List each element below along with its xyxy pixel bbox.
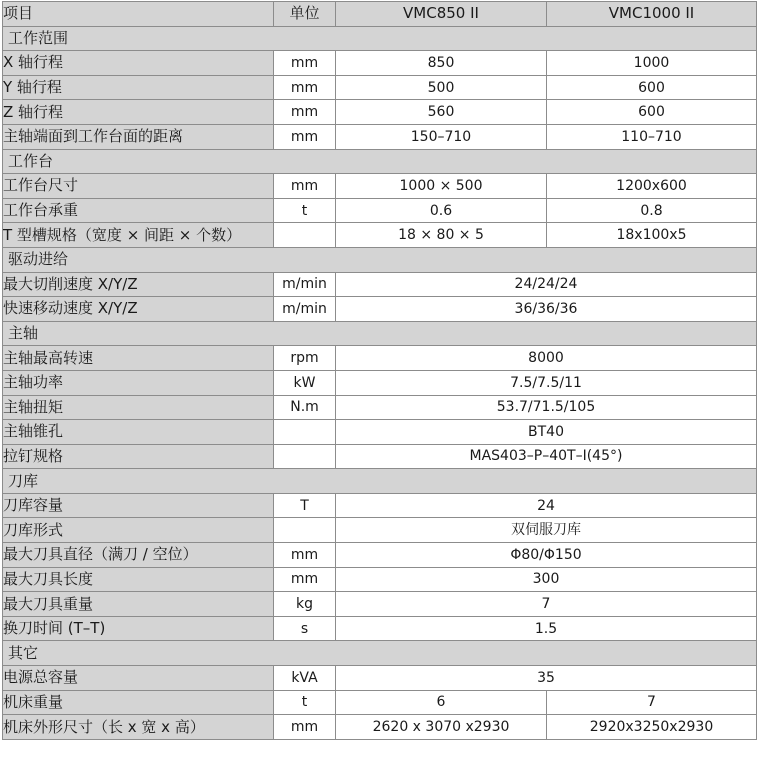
table-row [3,493,757,518]
table-row [3,100,757,125]
row-label: T 型槽规格（宽度 × 间距 × 个数） [3,223,274,248]
row-label: 机床重量 [3,690,274,715]
row-label: 最大刀具重量 [3,592,274,617]
row-unit: kW [274,370,336,395]
section-row [3,149,757,174]
section-spindle: 主轴 [3,321,757,346]
row-value-b: 1000 [547,51,757,76]
row-label: 刀库形式 [3,518,274,543]
row-label: 主轴锥孔 [3,420,274,445]
row-value-b: 0.8 [547,198,757,223]
section-row [3,321,757,346]
table-row [3,690,757,715]
row-label: Z 轴行程 [3,100,274,125]
section-travel: 工作范围 [3,26,757,51]
row-label: 拉钉规格 [3,444,274,469]
header-model-a: VMC850 II [336,2,547,27]
section-row [3,26,757,51]
section-feed: 驱动进给 [3,247,757,272]
row-value-b: 18x100x5 [547,223,757,248]
row-unit [274,223,336,248]
table-row [3,395,757,420]
row-unit: s [274,616,336,641]
row-label: 最大刀具直径（满刀 / 空位） [3,543,274,568]
table-row [3,346,757,371]
header-model-b: VMC1000 II [547,2,757,27]
row-value-a: 6 [336,690,547,715]
section-row [3,641,757,666]
table-row [3,198,757,223]
row-unit: mm [274,75,336,100]
row-value-a: 500 [336,75,547,100]
row-value-b: 7 [547,690,757,715]
spec-table [2,1,757,740]
row-value: 7 [336,592,757,617]
row-unit: kVA [274,666,336,691]
row-unit: mm [274,124,336,149]
row-value-a: 150–710 [336,124,547,149]
row-value-b: 2920x3250x2930 [547,715,757,740]
row-unit: kg [274,592,336,617]
row-label: 快速移动速度 X/Y/Z [3,297,274,322]
section-row [3,247,757,272]
row-value: MAS403–P–40T–I(45°) [336,444,757,469]
table-row [3,616,757,641]
row-unit [274,420,336,445]
row-value-a: 0.6 [336,198,547,223]
row-label: 最大刀具长度 [3,567,274,592]
row-value-a: 2620 x 3070 x2930 [336,715,547,740]
table-row [3,51,757,76]
row-value: 1.5 [336,616,757,641]
row-label: X 轴行程 [3,51,274,76]
row-label: 工作台承重 [3,198,274,223]
header-unit: 单位 [274,2,336,27]
row-value-a: 1000 × 500 [336,174,547,199]
row-value: 36/36/36 [336,297,757,322]
table-row [3,75,757,100]
row-unit: T [274,493,336,518]
row-value-a: 850 [336,51,547,76]
table-row [3,543,757,568]
row-label: 主轴扭矩 [3,395,274,420]
table-row [3,666,757,691]
row-unit: m/min [274,272,336,297]
row-label: Y 轴行程 [3,75,274,100]
row-value-b: 110–710 [547,124,757,149]
row-unit [274,518,336,543]
row-value: BT40 [336,420,757,445]
header-row [3,2,757,27]
row-unit: t [274,690,336,715]
row-value-b: 1200x600 [547,174,757,199]
row-label: 刀库容量 [3,493,274,518]
table-row [3,420,757,445]
section-other: 其它 [3,641,757,666]
row-unit: mm [274,174,336,199]
row-unit: mm [274,100,336,125]
header-item: 项目 [3,2,274,27]
table-row [3,272,757,297]
row-unit: mm [274,543,336,568]
row-label: 最大切削速度 X/Y/Z [3,272,274,297]
row-unit: rpm [274,346,336,371]
row-value: 53.7/71.5/105 [336,395,757,420]
row-label: 机床外形尺寸（长 x 宽 x 高） [3,715,274,740]
row-label: 换刀时间 (T–T) [3,616,274,641]
row-label: 主轴端面到工作台面的距离 [3,124,274,149]
row-value-b: 600 [547,75,757,100]
section-row [3,469,757,494]
row-value: 24 [336,493,757,518]
row-value: 35 [336,666,757,691]
table-row [3,124,757,149]
table-row [3,592,757,617]
row-unit: N.m [274,395,336,420]
table-row [3,174,757,199]
row-value: 7.5/7.5/11 [336,370,757,395]
row-value: 300 [336,567,757,592]
row-label: 主轴功率 [3,370,274,395]
row-value-b: 600 [547,100,757,125]
table-row [3,715,757,740]
row-value: 24/24/24 [336,272,757,297]
row-unit: m/min [274,297,336,322]
section-table: 工作台 [3,149,757,174]
row-unit: mm [274,715,336,740]
row-value: 双伺服刀库 [336,518,757,543]
table-row [3,444,757,469]
table-row [3,567,757,592]
section-tool-magazine: 刀库 [3,469,757,494]
row-unit: mm [274,567,336,592]
row-unit: t [274,198,336,223]
row-label: 工作台尺寸 [3,174,274,199]
table-row [3,223,757,248]
row-value-a: 560 [336,100,547,125]
row-unit [274,444,336,469]
row-unit: mm [274,51,336,76]
row-value: 8000 [336,346,757,371]
row-value: Φ80/Φ150 [336,543,757,568]
table-row [3,518,757,543]
row-label: 电源总容量 [3,666,274,691]
row-value-a: 18 × 80 × 5 [336,223,547,248]
table-row [3,370,757,395]
row-label: 主轴最高转速 [3,346,274,371]
table-row [3,297,757,322]
